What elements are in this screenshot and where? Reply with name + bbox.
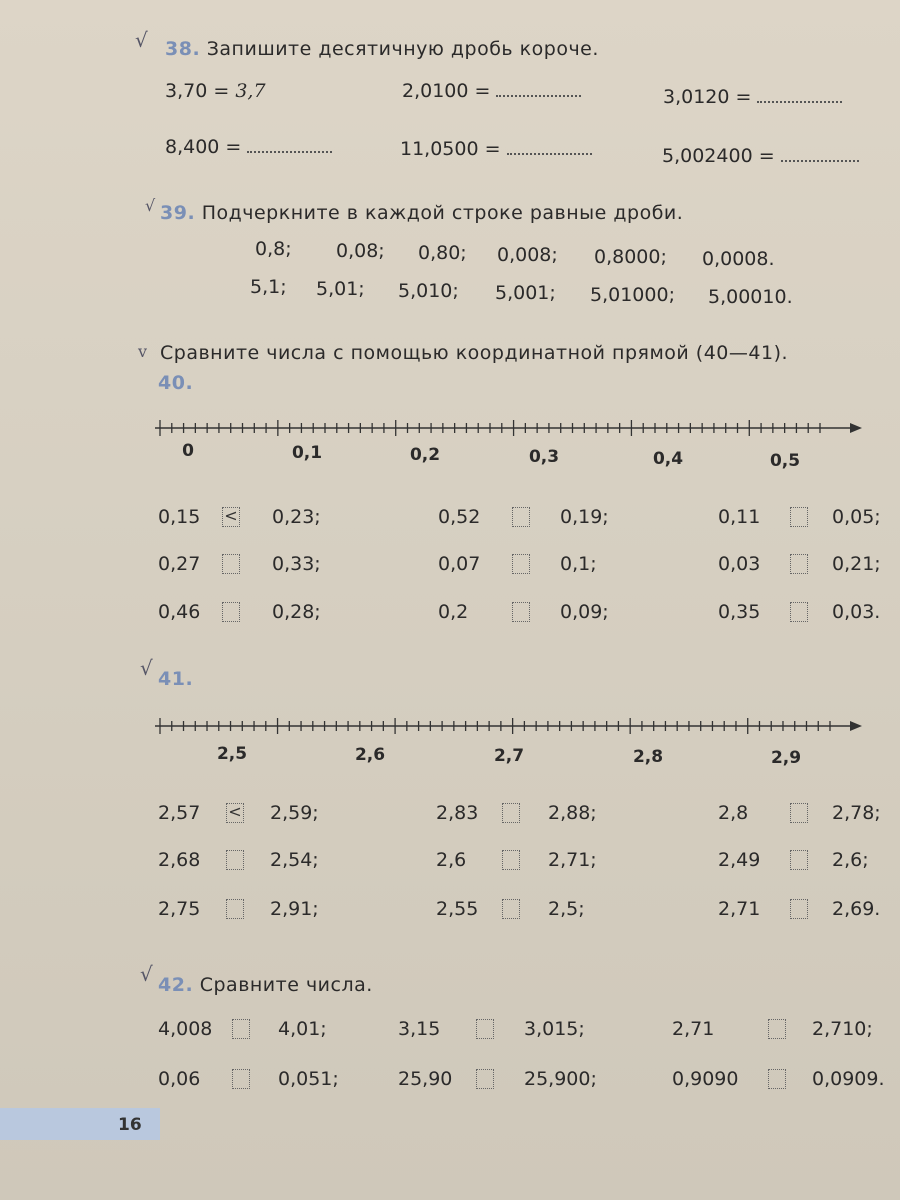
ex41-answer-box[interactable] [502,850,520,870]
exercise-40-number: 40. [158,372,194,394]
exercise-38-heading [165,38,599,60]
ex39-row-1-fraction: 0,08; [336,240,385,262]
ex42-left-number: 0,9090 [672,1068,739,1090]
ex42-answer-box[interactable] [232,1019,250,1039]
ex42-answer-box[interactable] [476,1069,494,1089]
ex42-left-number: 2,71 [672,1018,715,1040]
ex40-answer-box[interactable] [222,602,240,622]
ex39-row-1-fraction: 0,8; [255,238,292,260]
ex41-left-number: 2,57 [158,802,201,824]
exercise-42-title: Сравните числа. [199,974,373,996]
ex40-right-number: 0,28; [272,601,321,623]
ex40-left-number: 0,2 [438,601,469,623]
ex42-answer-box[interactable] [768,1019,786,1039]
ex38-item-1-left: 3,70 = [165,80,230,102]
exercise-40-41-heading: Сравните числа с помощью координатной прямой (40—41). [160,342,789,364]
ex41-left-number: 2,49 [718,849,761,871]
number-line-41-tick-label: 2,9 [770,748,802,768]
ex38-item-6-left: 5,002400 = [662,145,775,167]
ex41-right-number: 2,5; [548,898,585,920]
number-line-41 [150,712,870,742]
number-line-41-tick-label: 2,5 [216,744,248,764]
ex38-item-4 [165,136,332,158]
ex38-item-5-left: 11,0500 = [400,138,501,160]
ex41-left-number: 2,75 [158,898,201,920]
ex41-left-number: 2,83 [436,802,479,824]
ex40-left-number: 0,27 [158,553,201,575]
ex40-right-number: 0,33; [272,553,321,575]
number-line-40-tick-label: 0,5 [769,451,801,471]
ex40-answer-box[interactable] [790,602,808,622]
number-line-41-tick-label: 2,8 [632,747,664,767]
ex41-right-number: 2,88; [548,802,597,824]
ex38-item-1-answer[interactable]: 3,7 [235,80,266,102]
check-mark-39: √ [145,196,156,215]
ex40-right-number: 0,23; [272,506,321,528]
ex41-answer-box[interactable] [226,850,244,870]
ex40-answer-box[interactable] [222,554,240,574]
ex41-left-number: 2,55 [436,898,479,920]
ex42-answer-box[interactable] [768,1069,786,1089]
number-line-41-tick-label: 2,6 [354,745,386,765]
ex39-row-2-fraction: 5,01; [316,278,365,300]
ex38-item-3-answer-line[interactable] [757,101,842,103]
ex39-row-1-fraction: 0,80; [418,242,467,264]
ex42-left-number: 25,90 [398,1068,453,1090]
ex39-row-2-fraction: 5,00010. [708,286,793,308]
ex41-right-number: 2,6; [832,849,869,871]
ex38-item-2-left: 2,0100 = [402,80,491,102]
ex41-answer-box[interactable] [790,803,808,823]
ex38-item-3 [663,86,842,108]
ex40-left-number: 0,35 [718,601,761,623]
ex42-left-number: 3,15 [398,1018,441,1040]
ex40-right-number: 0,03. [832,601,881,623]
exercise-41-number: 41. [158,668,194,690]
check-mark-41: √ [140,656,153,680]
ex40-answer-box[interactable] [512,602,530,622]
ex41-right-number: 2,71; [548,849,597,871]
ex39-row-2-fraction: 5,010; [398,280,459,302]
ex42-right-number: 0,051; [278,1068,339,1090]
ex39-row-2-fraction: 5,1; [250,276,287,298]
ex39-row-2-fraction: 5,01000; [590,284,675,306]
page-number: 16 [118,1115,142,1135]
ex41-left-number: 2,71 [718,898,761,920]
ex38-item-1 [165,80,266,102]
ex41-answer-box[interactable] [790,850,808,870]
ex42-left-number: 0,06 [158,1068,201,1090]
ex39-row-1-fraction: 0,008; [497,244,558,266]
check-mark-40: v [138,342,148,361]
ex40-answer-box[interactable]: < [222,507,240,527]
ex40-answer-box[interactable] [512,554,530,574]
check-mark-38: √ [135,28,148,52]
number-line-40-tick-label: 0,1 [291,443,323,463]
ex40-answer-box[interactable] [512,507,530,527]
ex40-answer-box[interactable] [790,554,808,574]
ex42-answer-box[interactable] [476,1019,494,1039]
ex38-item-6 [662,145,859,167]
exercise-39-title: Подчеркните в каждой строке равные дроби. [201,202,684,224]
ex38-item-2 [402,80,581,102]
exercise-39-number: 39. [160,202,196,224]
exercise-38-number: 38. [165,38,201,60]
number-line-41-arrow-icon [850,721,862,731]
ex42-left-number: 4,008 [158,1018,213,1040]
ex38-item-5-answer-line[interactable] [507,153,592,155]
ex42-right-number: 0,0909. [812,1068,885,1090]
ex41-left-number: 2,6 [436,849,467,871]
ex41-right-number: 2,91; [270,898,319,920]
number-line-40 [150,410,870,440]
ex42-answer-box[interactable] [232,1069,250,1089]
ex40-left-number: 0,03 [718,553,761,575]
number-line-41-tick-label: 2,7 [493,746,525,766]
ex38-item-4-answer-line[interactable] [247,151,332,153]
ex40-right-number: 0,1; [560,553,597,575]
check-mark-42: √ [140,962,153,986]
number-line-40-tick-label: 0,4 [652,449,684,469]
number-line-40-tick-label: 0,2 [409,445,441,465]
number-line-40-tick-label: 0,3 [528,447,560,467]
ex40-left-number: 0,46 [158,601,201,623]
ex41-answer-box[interactable] [226,899,244,919]
ex41-answer-box[interactable] [502,803,520,823]
ex40-left-number: 0,52 [438,506,481,528]
ex42-right-number: 3,015; [524,1018,585,1040]
ex39-row-1-fraction: 0,0008. [702,248,775,270]
ex41-answer-box[interactable] [790,899,808,919]
ex41-right-number: 2,78; [832,802,881,824]
ex40-right-number: 0,05; [832,506,881,528]
ex41-left-number: 2,8 [718,802,749,824]
ex38-item-4-left: 8,400 = [165,136,242,158]
ex40-left-number: 0,07 [438,553,481,575]
ex40-answer-box[interactable] [790,507,808,527]
ex42-right-number: 2,710; [812,1018,873,1040]
ex40-right-number: 0,19; [560,506,609,528]
ex41-answer-box[interactable] [502,899,520,919]
number-line-40-arrow-icon [850,423,862,433]
ex38-item-5 [400,138,592,160]
ex40-right-number: 0,21; [832,553,881,575]
ex38-item-2-answer-line[interactable] [496,95,581,97]
exercise-39-heading [160,202,683,224]
ex40-left-number: 0,15 [158,506,201,528]
ex40-right-number: 0,09; [560,601,609,623]
ex41-left-number: 2,68 [158,849,201,871]
exercise-42-heading [158,974,373,996]
ex38-item-3-left: 3,0120 = [663,86,752,108]
ex39-row-1-fraction: 0,8000; [594,246,667,268]
ex41-answer-box[interactable]: < [226,803,244,823]
ex41-right-number: 2,59; [270,802,319,824]
ex38-item-6-answer-line[interactable] [781,160,859,162]
ex40-left-number: 0,11 [718,506,761,528]
ex41-right-number: 2,54; [270,849,319,871]
ex42-right-number: 25,900; [524,1068,597,1090]
ex39-row-2-fraction: 5,001; [495,282,556,304]
number-line-40-tick-label: 0 [182,441,194,461]
exercise-42-number: 42. [158,974,194,996]
exercise-38-title: Запишите десятичную дробь короче. [206,38,599,60]
ex42-right-number: 4,01; [278,1018,327,1040]
ex41-right-number: 2,69. [832,898,881,920]
